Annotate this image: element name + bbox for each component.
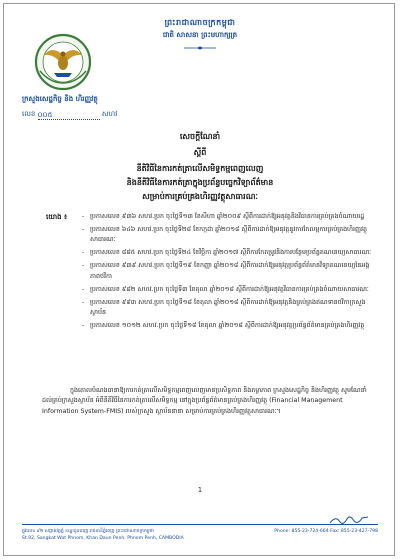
ref-suffix: សហវ xyxy=(101,110,118,118)
footer-divider xyxy=(22,524,378,525)
national-motto: ជាតិ សាសនា ព្រះមហាក្សត្រ xyxy=(162,31,238,39)
ministry-seal-icon xyxy=(30,33,96,93)
ref-number-blank xyxy=(38,111,100,120)
reference-item: - ប្រកាសលេខ ៩៨២ សហវ.ប្រក ចុះថ្ងៃទី៣ ខែតុលា ឆ្នាំ២០១៨ ស្តីពីការដាក់ឱ្យអនុវត្តវិធានការគ្រប់គ្រងចំណាយសាធារណៈ xyxy=(82,285,372,295)
footer-address-en: St.92, Sangkat Wat Phnom, Khan Daun Penh, Phnom Penh, CAMBODIA xyxy=(22,536,184,541)
reference-item: - ប្រកាសលេខ ៨៨៥ សហវ.ប្រក ចុះថ្ងៃទី២៤ ខែវិច្ឆិកា ឆ្នាំ២០១៧ ស្តីពីការកែតម្រូវនិងការបន្ថែមប្រព័ន្ធគណនេយ្យសាធារណៈ xyxy=(82,248,372,258)
ornament-divider-icon xyxy=(183,45,217,51)
page-number: 1 xyxy=(197,486,203,494)
reference-item: - ប្រកាសលេខ ៦៤៦ សហវ.ប្រក ចុះថ្ងៃទី២៨ ខែកក្កដា ឆ្នាំ២០១៨ ស្តីពីការដាក់ឱ្យអនុវត្តនូវការកែលម្អការគ្រប់គ្រងហិរញ្ញវត្ថុសាធារណៈ xyxy=(82,225,372,246)
references-label: យោង ៖ xyxy=(46,213,68,221)
doc-subject-line-3: សម្រាប់ការគ្រប់គ្រងហិរញ្ញវត្ថុសាធារណៈ xyxy=(142,192,258,201)
reference-item: - ប្រកាសលេខ ១០១២ សហវ.ប្រក ចុះថ្ងៃទី១៨ ខែតុលា ឆ្នាំ២០១៨ ស្តីពីការដាក់ឱ្យអនុវត្តប្រព័ន្ធព័ត៌មានគ្រប់គ្រងហិរញ្ញវត្ថុ xyxy=(82,321,372,331)
ministry-name: ក្រសួងសេដ្ឋកិច្ច និង ហិរញ្ញវត្ថុ xyxy=(22,95,98,103)
footer-contact: Phone: 855-23-724-664 Fax: 855-23-427-798 xyxy=(274,529,378,534)
doc-title-about: ស្តីពី xyxy=(193,148,207,157)
doc-subject-line-1: នីតិវិធីនៃការកត់ត្រាលើសមិទ្ធកម្មពេញលេញ xyxy=(136,164,264,173)
kingdom-header: ព្រះរាជាណាចក្រកម្ពុជា xyxy=(164,18,236,27)
reference-item: - ប្រកាសលេខ ៩៣៦ សហវ.ប្រក ចុះថ្ងៃទី១៣ ខែសីហា ឆ្នាំ២០០៩ ស្តីពីការដាក់ឱ្យអនុវត្តនិងវិធានការគ្រប់គ្រងចំណាយរដ្ឋ xyxy=(82,212,372,222)
footer-address: ផ្លូវលេខ ៩២ សង្កាត់វត្តភ្នំ ខណ្ឌដូនពេញ រាជធានីភ្នំពេញ ព្រះរាជាណាចក្រកម្ពុជា xyxy=(22,529,155,534)
doc-title: សេចក្តីណែនាំ xyxy=(179,132,221,141)
footer xyxy=(22,528,378,542)
doc-subject-line-2: និងនីតិវិធីនៃការកត់ត្រាក្នុងប្រព័ន្ធបច្ចេកវិទ្យាព័ត៌មាន xyxy=(126,178,274,187)
ref-prefix: លេខ xyxy=(22,110,36,118)
reference-item: - ប្រកាសលេខ ៩៩៣ សហវ.ប្រក ចុះថ្ងៃទី១៨ ខែតុលា ឆ្នាំ២០១៨ ស្តីពីការដាក់ឱ្យអនុវត្តនិងគ្រប់គ្រងឥណទានថវិកាក្រសួងស្ថាប័ន xyxy=(82,298,372,319)
references-list xyxy=(82,212,372,334)
reference-item: - ប្រកាសលេខ ៩៣៩ សហវ.ប្រក ចុះថ្ងៃទី១៩ ខែកញ្ញា ឆ្នាំ២០១៨ ស្តីពីការដាក់ឱ្យអនុវត្តប្រព័ន្ធព័ត៌មានវិទ្យាគណនេយ្យនៃអង្គភាពថវិកា xyxy=(82,261,372,282)
body-paragraph: ក្នុងគោលបំណងធានាឱ្យការកត់ត្រាលើសមិទ្ធកម្មពេញលេញមានប្រសិទ្ធភាព និងតម្លាភាព ក្រសួងសេដ្ឋកិច្ច និងហិរញ្ញវត្ថុ សូមណែនាំដល់គ្រប់ក្រសួងស្ថាប័ន អំពីនីតិវិធីនៃការកត់ត្រាលើសមិទ្ធកម្ម នៅក្នុងប្រព័ន្ធព័ត៌មានគ្រប់គ្រងហិរញ្ញវត្ថុ (Financial Management Information System-FMIS) របស់ក្រសួង ស្ថាប័ននានា សម្រាប់ការគ្រប់គ្រងហិរញ្ញវត្ថុសាធារណៈ។ xyxy=(42,387,367,415)
reference-number xyxy=(22,110,117,120)
ref-number: ០០៥ xyxy=(37,111,53,119)
